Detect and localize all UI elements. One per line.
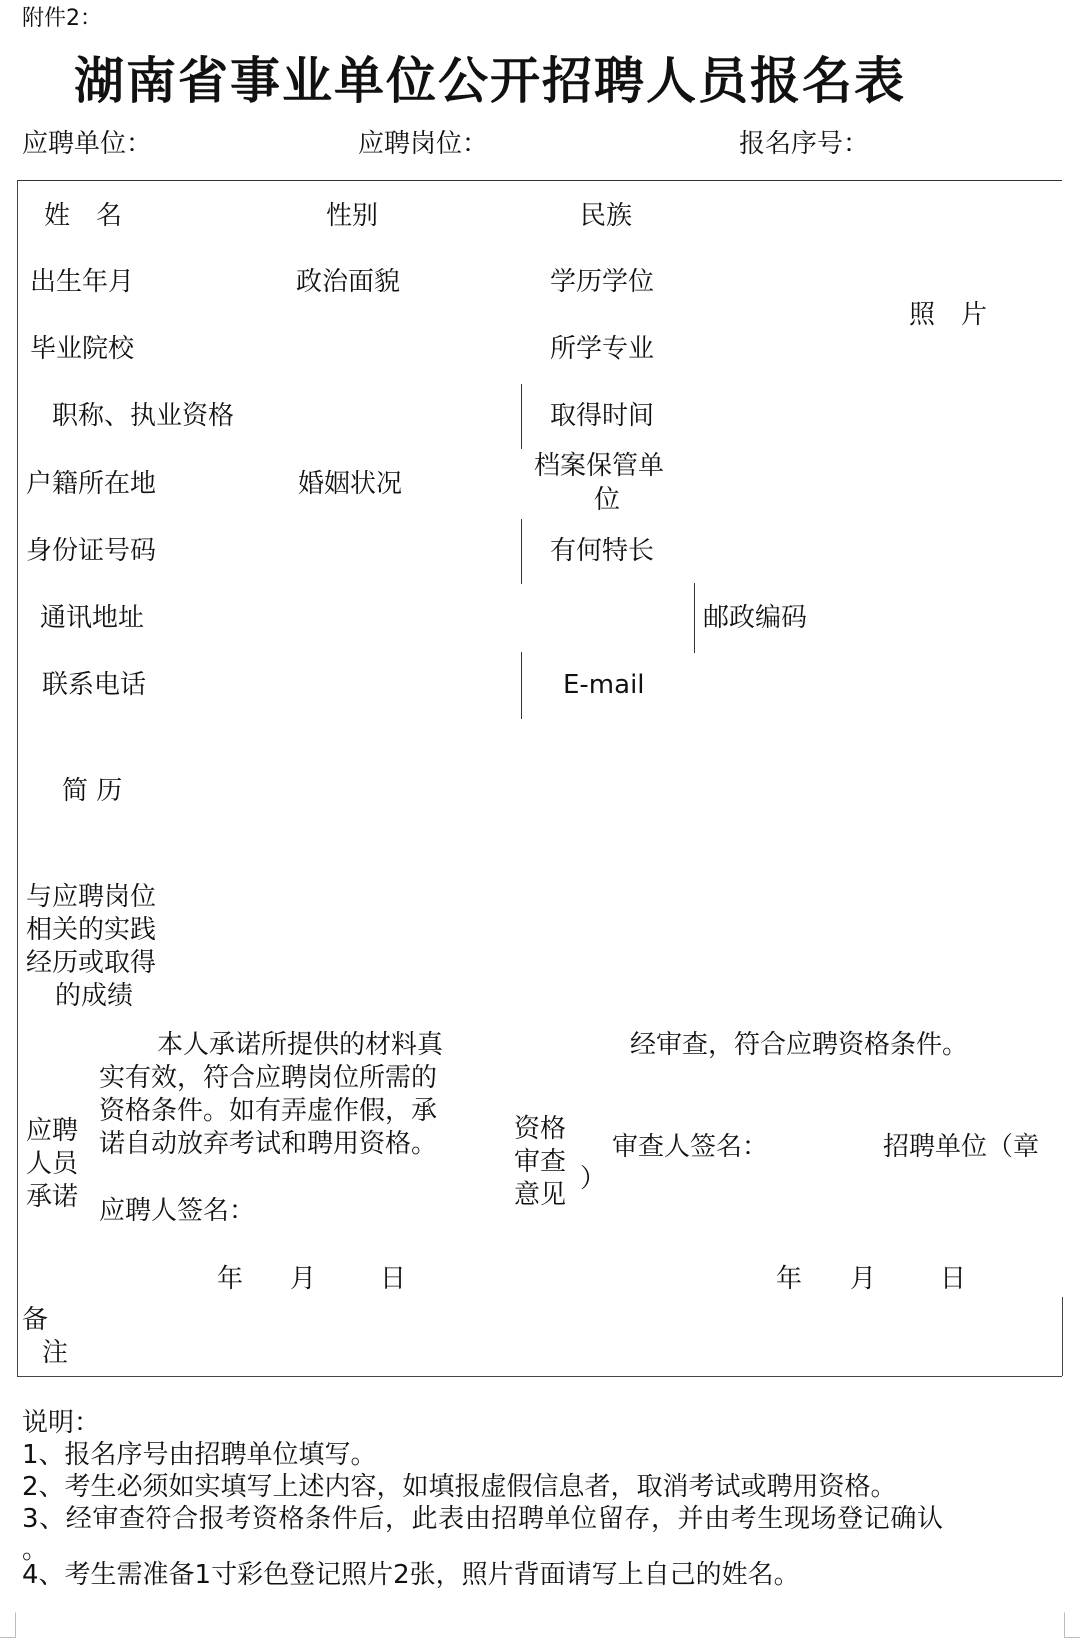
page-title: 湖南省事业单位公开招聘人员报名表 [74,52,906,110]
header-serial-label: 报名序号： [739,129,870,159]
page-corner-mark [0,1612,16,1638]
photo-label: 照 片 [909,300,988,330]
commitment-label-line: 人员 [26,1149,79,1179]
field-address-label: 通讯地址 [40,603,145,633]
header-post-label: 应聘岗位： [358,129,489,159]
field-id-number-label: 身份证号码 [26,536,157,566]
field-practice-label-line: 相关的实践 [26,915,157,945]
note-item: 4、考生需准备1寸彩色登记照片2张，照片背面请写上自己的姓名。 [22,1560,800,1590]
header-unit-label: 应聘单位： [22,129,153,159]
review-label-line: 审查 [514,1147,567,1177]
field-practice-label-line: 的成绩 [55,981,134,1011]
commitment-text-line: 诺自动放弃考试和聘用资格。 [99,1129,438,1159]
field-practice-label-line: 经历或取得 [26,948,157,978]
review-date-year: 年 [776,1264,803,1294]
commitment-label-line: 应聘 [26,1116,79,1146]
form-border-left [17,180,18,1376]
notes-heading: 说明： [22,1408,101,1438]
cell-divider [521,384,522,449]
review-text: 经审查，符合应聘资格条件。 [630,1030,969,1060]
commitment-date-year: 年 [217,1264,244,1294]
field-school-label: 毕业院校 [30,334,135,364]
field-name-label: 姓 名 [44,201,123,231]
recruiting-unit-seal-label: 招聘单位（章 [883,1132,1040,1162]
field-postcode-label: 邮政编码 [703,603,808,633]
commitment-text-line: 实有效，符合应聘岗位所需的 [99,1063,438,1093]
field-resume-label: 简 历 [62,776,123,806]
review-label-line: 意见 [514,1180,567,1210]
commitment-date-month: 月 [290,1264,317,1294]
review-date-day: 日 [940,1264,967,1294]
field-practice-label-line: 与应聘岗位 [26,882,157,912]
note-item: 3、经审查符合报考资格条件后，此表由招聘单位留存，并由考生现场登记确认 [22,1504,944,1534]
attachment-label: 附件2： [22,6,102,31]
review-label-line: 资格 [514,1114,567,1144]
reviewer-signature-label: 审查人签名： [612,1132,769,1162]
field-major-label: 所学专业 [550,334,655,364]
review-paren: ） [580,1164,607,1194]
cell-divider [521,519,522,584]
field-ethnicity-label: 民族 [580,201,633,231]
commitment-text-line: 资格条件。如有弄虚作假，承 [99,1096,438,1126]
note-item: 。 [22,1535,49,1565]
field-birth-label: 出生年月 [30,267,135,297]
field-gender-label: 性别 [326,201,379,231]
field-degree-label: 学历学位 [550,267,655,297]
cell-divider [521,652,522,719]
field-specialty-label: 有何特长 [550,536,655,566]
field-marital-label: 婚姻状况 [298,469,403,499]
field-political-label: 政治面貌 [296,267,401,297]
field-phone-label: 联系电话 [42,670,147,700]
field-archive-label-line2: 位 [594,485,621,515]
commitment-date-day: 日 [380,1264,407,1294]
form-border-right [1062,1297,1063,1376]
field-obtain-time-label: 取得时间 [550,401,655,431]
field-archive-label-line1: 档案保管单 [534,451,665,481]
field-title-qualification-label: 职称、执业资格 [52,401,235,431]
cell-divider [694,583,695,653]
form-border-top [17,180,1062,181]
commitment-label-line: 承诺 [26,1182,79,1212]
remarks-label-line2: 注 [42,1338,69,1368]
field-hukou-label: 户籍所在地 [26,469,157,499]
page-corner-mark [1064,1612,1080,1638]
commitment-text-line: 本人承诺所提供的材料真 [157,1030,444,1060]
form-border-bottom [17,1376,1062,1377]
review-date-month: 月 [850,1264,877,1294]
applicant-signature-label: 应聘人签名： [99,1196,256,1226]
remarks-label-line1: 备 [22,1305,49,1335]
note-item: 2、考生必须如实填写上述内容，如填报虚假信息者，取消考试或聘用资格。 [22,1472,897,1502]
field-email-label: E-mail [563,670,645,700]
note-item: 1、报名序号由招聘单位填写。 [22,1440,377,1470]
